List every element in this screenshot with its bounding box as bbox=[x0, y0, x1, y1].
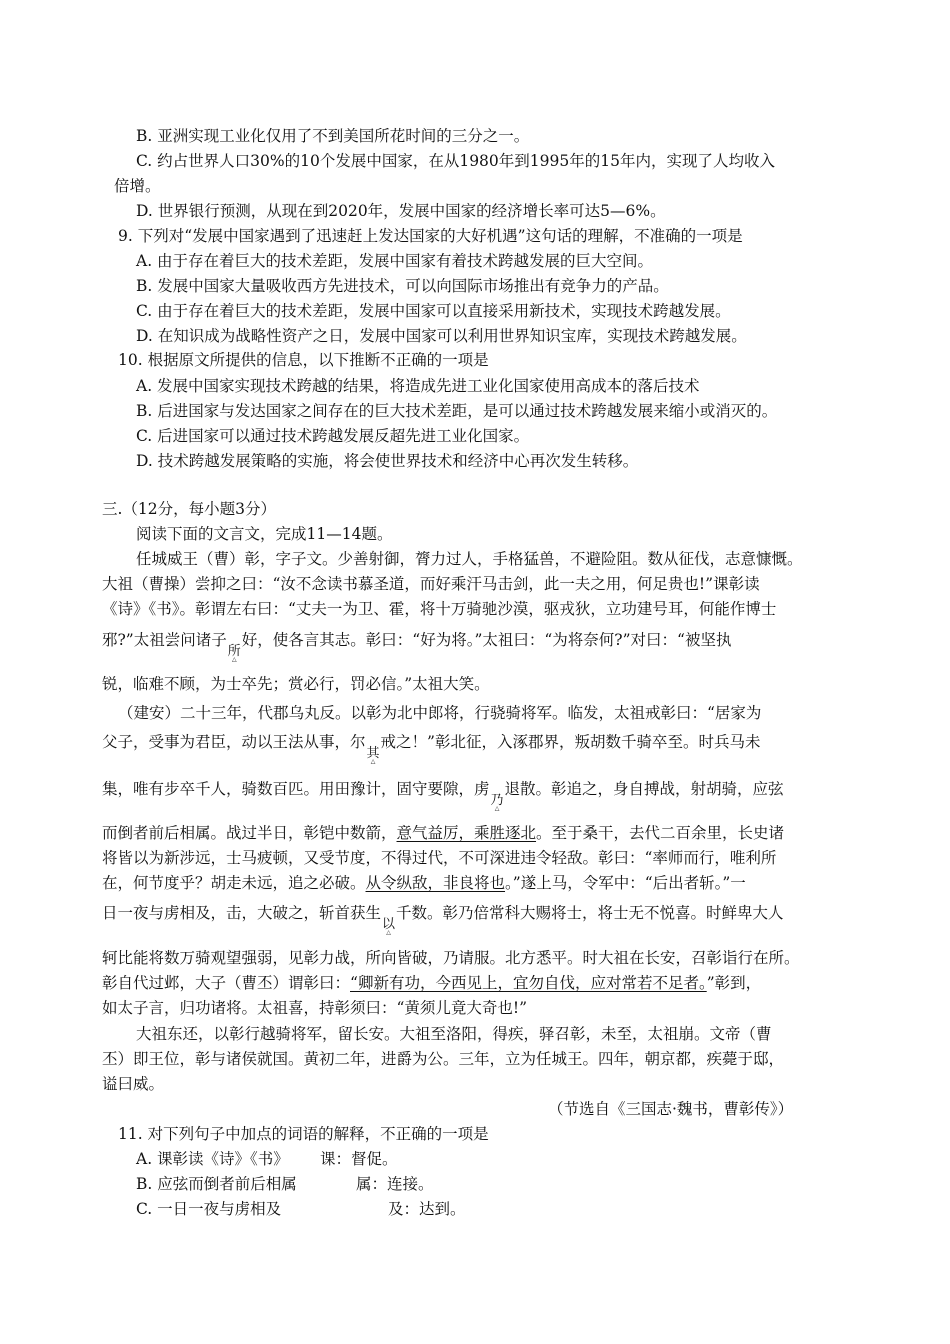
passage-line: 将皆以为新涉远，士马疲顿，又受节度，不得过代，不可深进违令轻敌。彰曰：“率师而行，唯利所 bbox=[102, 849, 777, 867]
q9-option-b: B. 发展中国家大量吸收西方先进技术，可以向国际市场推出有竞争力的产品。 bbox=[136, 277, 669, 295]
q11-option-b: B. 应弦而倒者前后相属 bbox=[136, 1175, 297, 1193]
section-3-heading: 三.（12分，每小题3分） bbox=[102, 500, 277, 518]
q10-stem: 10. 根据原文所提供的信息，以下推断不正确的一项是 bbox=[118, 351, 489, 369]
q10-option-b: B. 后进国家与发达国家之间存在的巨大技术差距，是可以通过技术跨越发展来缩小或消灭的。 bbox=[136, 402, 778, 420]
q10-option-c: C. 后进国家可以通过技术跨越发展反超先进工业化国家。 bbox=[136, 427, 530, 445]
q10-option-d: D. 技术跨越发展策略的实施，将会使世界技术和经济中心再次发生转移。 bbox=[136, 452, 639, 470]
section-3-instruction: 阅读下面的文言文，完成11—14题。 bbox=[136, 525, 393, 543]
q11-option-a: A. 课彰读《诗》《书》 bbox=[136, 1150, 289, 1168]
underlined-sentence: 意气益厉，乘胜逐北 bbox=[396, 824, 537, 842]
passage-line bbox=[102, 630, 731, 662]
passage-line: 如太子言，归功诸将。太祖喜，持彰须曰：“黄须儿竟大奇也!” bbox=[102, 999, 528, 1017]
passage-text: 退散。彰追之，身自搏战，射胡骑，应弦 bbox=[504, 780, 784, 798]
passage-line bbox=[102, 973, 761, 993]
passage-text: 在，何节度乎？胡走未远，追之必破。 bbox=[102, 874, 366, 892]
passage-line: 谥曰威。 bbox=[102, 1075, 165, 1093]
passage-text: 邪?”太祖尝问诸子 bbox=[102, 631, 227, 649]
q11-stem: 11. 对下列句子中加点的词语的解释，不正确的一项是 bbox=[118, 1125, 489, 1143]
q11-option-c: C. 一日一夜与虏相及 bbox=[136, 1200, 282, 1218]
passage-line bbox=[102, 873, 746, 893]
passage-line bbox=[102, 823, 784, 843]
q9-option-d: D. 在知识成为战略性资产之日，发展中国家可以利用世界知识宝库，实现技术跨越发展。 bbox=[136, 327, 747, 345]
passage-line: （建安）二十三年，代郡乌丸反。以彰为北中郎将，行骁骑将军。临发，太祖戒彰曰：“居家为 bbox=[118, 704, 762, 722]
passage-text: 。”遂上马，令军中：“后出者斩。”一 bbox=[505, 874, 746, 892]
q10-option-a: A. 发展中国家实现技术跨越的结果，将造成先进工业化国家使用高成本的落后技术 bbox=[136, 377, 700, 395]
passage-text: 千数。彰乃倍常科大赐将士，将士无不悦喜。时鲜卑大人 bbox=[396, 904, 784, 922]
passage-line: 《诗》《书》。彰谓左右曰：“丈夫一为卫、霍，将十万骑驰沙漠，驱戎狄，立功建号耳，何能作博士 bbox=[102, 600, 777, 618]
q8-option-d: D. 世界银行预测，从现在到2020年，发展中国家的经济增长率可达5—6%。 bbox=[136, 202, 666, 220]
passage-line bbox=[102, 903, 784, 935]
underlined-sentence: “卿新有功，今西见上，宜勿自伐，应对常若不足者。 bbox=[350, 974, 707, 992]
passage-text: 。至于桑干，去代二百余里，长史诸 bbox=[536, 824, 785, 842]
dotted-word: 以 △ bbox=[382, 915, 395, 935]
passage-line bbox=[102, 779, 784, 811]
dotted-word: 其 △ bbox=[367, 744, 380, 764]
q9-option-c: C. 由于存在着巨大的技术差距，发展中国家可以直接采用新技术，实现技术跨越发展。 bbox=[136, 302, 731, 320]
passage-text: 彰自代过邺，大子（曹丕）谓彰曰： bbox=[102, 974, 351, 992]
passage-text: 而倒者前后相属。战过半日，彰铠中数箭， bbox=[102, 824, 397, 842]
q11-option-a-gloss: 课：督促。 bbox=[320, 1150, 398, 1168]
passage-text: 好，使各言其志。彰曰：“好为将。”太祖曰：“为将奈何?”对曰：“被坚执 bbox=[241, 631, 732, 649]
q8-option-c: C. 约占世界人口30%的10个发展中国家，在从1980年到1995年的15年内，实现了人均收入 bbox=[136, 152, 775, 170]
q8-option-b: B. 亚洲实现工业化仅用了不到美国所花时间的三分之一。 bbox=[136, 127, 530, 145]
passage-line: 大祖（曹操）尝抑之曰：“汝不念读书慕圣道，而好乘汗马击剑，此一夫之用，何足贵也!”课彰读 bbox=[102, 575, 760, 593]
passage-line: 任城威王（曹）彰，字子文。少善射御，膂力过人，手格猛兽，不避险阻。数从征伐，志意慷慨。 bbox=[136, 550, 803, 568]
passage-text: ”彰到， bbox=[706, 974, 762, 992]
passage-line: 丕）即王位，彰与诸侯就国。黄初二年，进爵为公。三年，立为任城王。四年，朝京都，疾薨于邸， bbox=[102, 1050, 785, 1068]
q11-option-c-gloss: 及：达到。 bbox=[388, 1200, 466, 1218]
q8-option-c-cont: 倍增。 bbox=[114, 177, 161, 195]
passage-line bbox=[102, 732, 760, 764]
q9-option-a: A. 由于存在着巨大的技术差距，发展中国家有着技术跨越发展的巨大空间。 bbox=[136, 252, 654, 270]
q11-option-b-gloss: 属：连接。 bbox=[356, 1175, 434, 1193]
passage-text: 父子，受事为君臣，动以王法从事，尔 bbox=[102, 733, 366, 751]
passage-text: 集，唯有步卒千人，骑数百匹。用田豫计，固守要隙，虏 bbox=[102, 780, 490, 798]
underlined-sentence: 从令纵敌，非良将也 bbox=[365, 874, 506, 892]
passage-text: 日一夜与虏相及，击，大破之，斩首获生 bbox=[102, 904, 382, 922]
dotted-word: 乃 △ bbox=[491, 791, 504, 811]
passage-text: 戒之！”彰北征，入涿郡界，叛胡数千骑卒至。时兵马未 bbox=[380, 733, 761, 751]
passage-line: 锐，临难不顾，为士卒先；赏必行，罚必信。”太祖大笑。 bbox=[102, 675, 490, 693]
passage-line: 轲比能将数万骑观望强弱，见彰力战，所向皆破，乃请服。北方悉平。时大祖在长安，召彰诣行在所。 bbox=[102, 949, 800, 967]
passage-source: （节选自《三国志·魏书，曹彰传》） bbox=[548, 1100, 794, 1118]
dotted-word: 所 △ bbox=[228, 642, 241, 662]
passage-line: 大祖东还，以彰行越骑将军，留长安。大祖至洛阳，得疾，驿召彰，未至，太祖崩。文帝（曹 bbox=[136, 1025, 772, 1043]
q9-stem: 9. 下列对“发展中国家遇到了迅速赶上发达国家的大好机遇”这句话的理解，不准确的一项是 bbox=[118, 227, 743, 245]
